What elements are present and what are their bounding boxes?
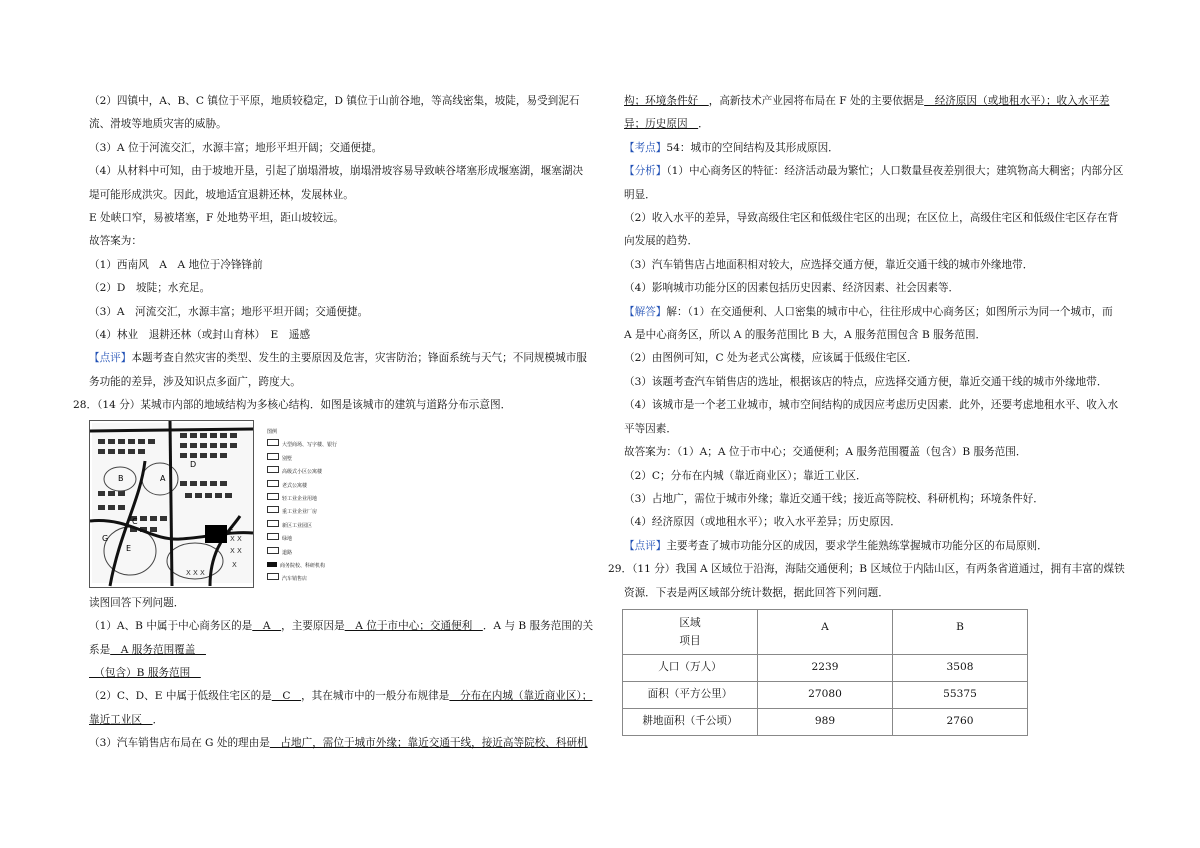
map-label-c: C <box>132 516 138 526</box>
para: （2）四镇中，A、B、C 镇位于平原，地质较稳定，D 镇位于山前谷地，等高线密集，坡陡，易受到泥石 <box>89 95 580 107</box>
answer-line: （1）西南风 A A 地位于冷锋锋前 <box>89 258 263 271</box>
legend-title: 图例 <box>267 429 278 435</box>
table-row: 面积（平方公里） 27080 55375 <box>623 681 1028 708</box>
para: 平等因素． <box>624 422 677 435</box>
answer-line: （2）C；分布在内城（靠近商业区）；靠近工业区． <box>624 469 867 482</box>
answer-line: （3）A 河流交汇，水源丰富；地形平坦开阔；交通便捷。 <box>89 305 369 318</box>
subq-3: （3）汽车销售店布局在 G 处的理由是 占地广，需位于城市外缘；靠近交通干线，接近高等院校、科研机 <box>89 737 588 750</box>
map-legend <box>267 426 377 587</box>
jieda: 【解答】解：（1）在交通便利、人口密集的城市中心，往往形成中心商务区；如图所示为同一个城市，而 <box>624 305 1113 318</box>
answer-line: （2）D 坡陡；水充足。 <box>89 282 211 295</box>
answer-line: 故答案为：（1）A；A 位于市中心；交通便利；A 服务范围覆盖（包含）B 服务范围． <box>624 446 1027 459</box>
para: （4）从材料中可知，由于坡地开垦，引起了崩塌滑坡，崩塌滑坡容易导致峡谷堵塞形成堰塞湖，堰塞湖决 <box>89 165 584 178</box>
para: （4）影响城市功能分区的因素包括历史因素、经济因素、社会因素等． <box>624 282 960 295</box>
para: （4）该城市是一个老工业城市，城市空间结构的成因应考虑历史因素．此外，还要考虑地租水平、收入水 <box>624 399 1119 412</box>
legend-item: 大型商场、写字楼、银行 <box>267 439 377 452</box>
answer-line: （4）经济原因（或地租水平）；收入水平差异；历史原因． <box>624 516 901 529</box>
subq-2-cont: 靠近工业区 ． <box>89 713 164 726</box>
legend-item: 道路 <box>267 547 377 560</box>
legend-item: 汽车销售店 <box>267 573 377 586</box>
answer-line: （4）林业 退耕还林（或封山育林） E 遥感 <box>89 329 311 342</box>
comment-cont: 务功能的差异，涉及知识点多面广，跨度大。 <box>89 375 301 388</box>
para: 流、滑坡等地质灾害的威胁。 <box>89 118 227 131</box>
subq-1: （1）A、B 中属于中心商务区的是 A ，主要原因是 A 位于市中心；交通便利 ．A 与 B 服务范围的关 <box>89 620 594 633</box>
subq-1-cont2: （包含）B 服务范围 <box>89 666 201 679</box>
para: 堤可能形成洪灾。因此，坡地适宜退耕还林，发展林业。 <box>89 188 354 201</box>
city-map-figure <box>89 420 254 588</box>
comment: 【点评】本题考查自然灾害的类型、发生的主要原因及危害，灾害防治；锋面系统与天气；不同规模城市服 <box>89 352 587 365</box>
answer-line: （3）占地广，需位于城市外缘；靠近交通干线；接近高等院校、科研机构；环境条件好． <box>624 492 1044 505</box>
para: 明显． <box>624 188 656 201</box>
legend-item: 别墅 <box>267 453 377 466</box>
subq-2: （2）C、D、E 中属于低级住宅区的是 C ，其在城市中的一般分布规律是 分布在内城（靠近商业区）； <box>89 690 593 703</box>
legend-item: 轻工业企业用地 <box>267 493 377 506</box>
table-row: 人口（万人） 2239 3508 <box>623 654 1028 681</box>
para: （3）该题考查汽车销售店的选址，根据该店的特点，应选择交通方便，靠近交通干线的城市外缘地带． <box>624 375 1108 388</box>
question-28: 28．（14 分）某城市内部的地域结构为多核心结构．如图是该城市的建筑与道路分布示意图． <box>73 399 512 412</box>
comment-label: 【点评】 <box>89 352 132 365</box>
legend-item: 重工业企业厂房 <box>267 506 377 519</box>
map-label-g: G <box>102 533 109 543</box>
subq-1-cont: 系是 A 服务范围覆盖 <box>89 643 206 656</box>
para: （3）汽车销售店占地面积相对较大，应选择交通方便，靠近交通干线的城市外缘地带． <box>624 258 1034 271</box>
map-label-b: B <box>118 473 124 483</box>
map-label-f: F <box>229 525 234 535</box>
map-label-e: E <box>126 543 132 553</box>
subq-4-cont: 异；历史原因 ． <box>624 118 709 131</box>
kaodian: 【考点】54：城市的空间结构及其形成原因． <box>624 141 839 154</box>
svg-text:X X: X X <box>230 534 242 543</box>
table-col-a: A <box>758 609 893 654</box>
para: （2）收入水平的差异，导致高级住宅区和低级住宅区的出现；在区位上，高级住宅区和低级住宅区存在背 <box>624 212 1119 225</box>
map-label-d: D <box>190 459 197 469</box>
right-column <box>608 90 1129 736</box>
svg-text:X X: X X <box>230 546 242 555</box>
left-column <box>73 90 594 756</box>
map-label-a: A <box>160 473 166 483</box>
table-col-b: B <box>893 609 1028 654</box>
table-header-corner: 区域 项目 <box>623 609 758 654</box>
para: 读图回答下列问题． <box>89 596 185 609</box>
para: 向发展的趋势． <box>624 235 699 248</box>
legend-item: 老式公寓楼 <box>267 480 377 493</box>
legend-item: 商务院校、科研机构 <box>267 560 377 573</box>
para: 故答案为： <box>89 235 142 248</box>
svg-text:X X X: X X X <box>186 568 205 577</box>
table-row: 耕地面积（千公顷） 989 2760 <box>623 708 1028 735</box>
legend-item: 新区工业园区 <box>267 520 377 533</box>
para: E 处峡口窄，易被堵塞，F 处地势平坦，距山坡较远。 <box>89 212 344 225</box>
svg-text:X: X <box>232 560 237 569</box>
para: 资源．下表是两区域部分统计数据，据此回答下列问题． <box>624 586 889 599</box>
question-29: 29．（11 分）我国 A 区域位于沿海，海陆交通便利；B 区域位于内陆山区，有两条省道通过，拥有丰富的煤铁 <box>608 563 1125 576</box>
para: （2）由图例可知，C 处为老式公寓楼，应该属于低级住宅区． <box>624 352 918 365</box>
legend-item: 高级式小区公寓楼 <box>267 466 377 479</box>
comment: 【点评】主要考查了城市功能分区的成因，要求学生能熟练掌握城市功能分区的布局原则． <box>624 539 1048 552</box>
para: （3）A 位于河流交汇，水源丰富；地形平坦开阔；交通便捷。 <box>89 141 383 154</box>
fenxi: 【分析】（1）中心商务区的特征：经济活动最为繁忙；人口数量昼夜差别很大；建筑物高大稠密；内部分区 <box>624 165 1124 178</box>
subq-3-cont: 构；环境条件好 ，高新技术产业园将布局在 F 处的主要依据是 经济原因（或地租水平）；收入水平差 <box>624 95 1110 107</box>
legend-item: 绿地 <box>267 533 377 546</box>
city-map-svg <box>90 421 253 587</box>
para: A 是中心商务区，所以 A 的服务范围比 B 大，A 服务范围包含 B 服务范围． <box>624 329 987 342</box>
stats-table <box>622 609 1028 736</box>
